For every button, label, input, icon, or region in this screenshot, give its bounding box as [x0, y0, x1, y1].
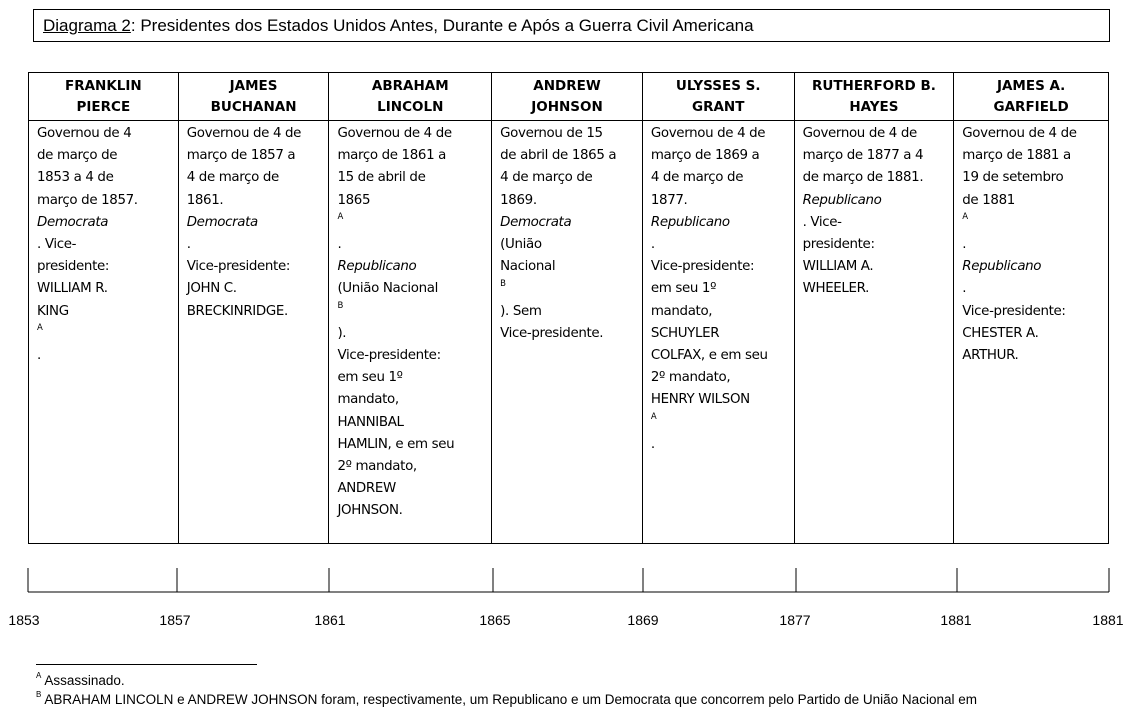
description-line [337, 412, 485, 434]
text-segment: CHESTER A. [962, 325, 1039, 341]
president-name-line: PIERCE [76, 99, 131, 115]
text-segment: março de 1857 a [186, 148, 296, 164]
timeline-year-label: 1857 [159, 612, 191, 628]
description-line [803, 190, 948, 234]
description-line [500, 234, 636, 256]
description-line [962, 301, 1102, 323]
timeline-year-label: 1877 [779, 612, 811, 628]
president-column [178, 73, 329, 543]
description-line [337, 478, 485, 500]
text-segment: WHEELER. [802, 281, 870, 297]
description-line [803, 145, 948, 167]
timeline-year-label: 1865 [479, 612, 511, 628]
text-segment: . [37, 348, 41, 364]
party-name: Democrata [37, 214, 109, 230]
president-name [795, 73, 954, 121]
description-line [337, 367, 485, 389]
text-segment: presidente: [802, 237, 875, 253]
text-segment: presidente: [37, 259, 110, 275]
president-name-line: FRANKLIN [64, 78, 142, 94]
description-line [337, 389, 485, 411]
text-segment: Vice-presidente. [500, 325, 604, 341]
description-line [187, 145, 323, 167]
footnote-marker: A [37, 323, 43, 334]
text-segment: 15 de abril de [337, 170, 426, 186]
text-segment: março de 1881 a [962, 148, 1071, 164]
text-segment: março de 1861 a [337, 148, 446, 164]
description-line [651, 301, 788, 323]
footnote-marker: A [962, 212, 968, 223]
description-line [500, 323, 636, 345]
description-line [337, 500, 485, 522]
text-segment: WILLIAM R. [37, 281, 108, 297]
president-name-line: HAYES [849, 99, 899, 115]
footnote-a-mark: A [36, 670, 42, 680]
footnote-marker: A [650, 412, 657, 423]
president-column [29, 73, 178, 543]
description-line [37, 301, 172, 368]
president-name-line: ANDREW [533, 78, 601, 94]
president-name [329, 73, 491, 121]
text-segment: 1869. [500, 192, 537, 208]
description-line [651, 145, 788, 167]
president-name-line: JOHNSON [531, 99, 603, 115]
description-line [803, 234, 948, 256]
text-segment: mandato, [650, 303, 713, 319]
description-line [651, 167, 788, 189]
description-line [651, 256, 788, 278]
description-line [337, 345, 485, 367]
text-segment: em seu 1º [650, 281, 717, 297]
party-name: Republicano [962, 259, 1042, 275]
footnote-marker: B [500, 278, 506, 289]
text-segment: HAMLIN, e em seu [337, 436, 455, 452]
description-line [187, 190, 323, 257]
text-segment: SCHUYLER [650, 325, 720, 341]
description-line [500, 145, 636, 167]
description-line [651, 190, 788, 212]
party-name: Democrata [500, 214, 572, 230]
text-segment: 19 de setembro [962, 170, 1064, 186]
description-line [803, 278, 948, 300]
description-line [500, 190, 636, 234]
description-line [962, 345, 1102, 367]
text-segment: Vice-presidente: [186, 259, 291, 275]
president-name-line: BUCHANAN [210, 99, 297, 115]
description-line [187, 256, 323, 278]
diagram-number: Diagrama 2 [43, 16, 131, 35]
text-segment: COLFAX, e em seu [650, 348, 768, 364]
text-segment: ). Sem [500, 303, 542, 319]
text-segment: março de 1877 a 4 [802, 148, 924, 164]
description-line [500, 256, 636, 323]
description-line [651, 123, 788, 145]
description-line [187, 123, 323, 145]
description-line [37, 167, 172, 189]
text-segment: Governou de 4 de [650, 126, 766, 141]
description-line [962, 145, 1102, 167]
president-column [794, 73, 954, 543]
text-segment: . Vice- [802, 214, 842, 230]
text-segment: de março de [37, 148, 118, 164]
description-line [500, 167, 636, 189]
text-segment: 4 de março de [500, 170, 593, 186]
president-name-line: GRANT [692, 99, 745, 115]
president-name [954, 73, 1108, 121]
text-segment: mandato, [337, 392, 399, 408]
term-description [179, 121, 329, 323]
description-line [37, 256, 172, 278]
description-line [962, 123, 1102, 145]
president-name-line: GARFIELD [993, 99, 1069, 115]
text-segment: (União Nacional [337, 281, 438, 297]
text-segment: ARTHUR. [962, 348, 1019, 364]
description-line [803, 123, 948, 145]
text-segment: Governou de 4 de [962, 126, 1077, 141]
party-name: Republicano [650, 214, 730, 230]
text-segment: HENRY WILSON [650, 392, 750, 408]
president-name-line: LINCOLN [377, 99, 444, 115]
footnote-b [36, 689, 977, 707]
president-name-line: ABRAHAM [371, 78, 449, 94]
description-line [337, 167, 485, 189]
term-description [329, 121, 491, 523]
description-line [37, 212, 172, 256]
description-line [187, 301, 323, 323]
president-name-line: ULYSSES S. [675, 78, 761, 94]
text-segment: Governou de 15 [500, 126, 603, 141]
footnote-b-mark: B [36, 689, 42, 699]
description-line [962, 323, 1102, 345]
party-name: Democrata [186, 214, 258, 230]
timeline-year-label: 1861 [314, 612, 346, 628]
president-column [953, 73, 1108, 543]
term-description [643, 121, 794, 456]
term-description [492, 121, 642, 345]
text-segment: ANDREW [337, 481, 396, 497]
diagram-title [33, 9, 1110, 42]
description-line [651, 278, 788, 300]
president-name [179, 73, 329, 121]
president-name-line: JAMES A. [996, 78, 1066, 94]
description-line [37, 190, 172, 212]
description-line [37, 145, 172, 167]
timeline-year-label: 1881 [1092, 612, 1124, 628]
diagram-title-text: : Presidentes dos Estados Unidos Antes, Durante e Após a Guerra Civil Americana [130, 16, 754, 35]
text-segment: . [650, 436, 655, 452]
text-segment: . Vice- [37, 237, 77, 253]
text-segment: Governou de 4 [37, 126, 132, 141]
text-segment: 4 de março de [650, 170, 744, 186]
timeline-year-label: 1869 [627, 612, 659, 628]
president-column [328, 73, 491, 543]
text-segment: . [337, 237, 342, 253]
president-column [642, 73, 794, 543]
president-name [643, 73, 794, 121]
text-segment: Nacional [500, 259, 556, 275]
description-line [37, 278, 172, 300]
party-name: Republicano [802, 192, 882, 208]
term-description [795, 121, 954, 301]
description-line [651, 323, 788, 345]
text-segment: 2º mandato, [650, 370, 731, 386]
text-segment: HANNIBAL [337, 414, 404, 430]
description-line [337, 456, 485, 478]
description-line [337, 145, 485, 167]
description-line [337, 190, 485, 279]
description-line [651, 345, 788, 367]
text-segment: 1853 a 4 de [37, 170, 114, 186]
text-segment: . [962, 237, 967, 253]
timeline-year-label: 1881 [940, 612, 972, 628]
footnote-a [36, 670, 125, 688]
footnote-marker: B [337, 301, 343, 312]
description-line [962, 256, 1102, 300]
text-segment: de março de 1881. [802, 170, 924, 186]
text-segment: 2º mandato, [337, 459, 417, 475]
text-segment: 1861. [186, 192, 224, 208]
footnote-separator [36, 664, 257, 665]
text-segment: Vice-presidente: [962, 303, 1066, 319]
text-segment: 1877. [650, 192, 688, 208]
president-name [29, 73, 178, 121]
description-line [187, 167, 323, 189]
presidents-table [28, 72, 1109, 544]
text-segment: KING [37, 303, 69, 319]
text-segment: BRECKINRIDGE. [186, 303, 288, 319]
description-line [962, 167, 1102, 189]
text-segment: 1865 [337, 192, 371, 208]
description-line [651, 367, 788, 389]
president-column [491, 73, 642, 543]
text-segment: . [650, 237, 655, 253]
text-segment: Vice-presidente: [337, 348, 441, 364]
president-name [492, 73, 642, 121]
description-line [337, 278, 485, 345]
description-line [500, 123, 636, 145]
description-line [651, 389, 788, 456]
term-description [954, 121, 1108, 367]
text-segment: 4 de março de [186, 170, 279, 186]
text-segment: de 1881 [962, 192, 1015, 208]
description-line [37, 123, 172, 145]
text-segment: Governou de 4 de [337, 126, 452, 141]
president-name-line: JAMES [229, 78, 278, 94]
description-line [803, 256, 948, 278]
description-line [187, 278, 323, 300]
term-description [29, 121, 178, 367]
text-segment: em seu 1º [337, 370, 403, 386]
footnote-a-text: Assassinado. [41, 673, 125, 688]
text-segment: (União [500, 237, 542, 253]
text-segment: de abril de 1865 a [500, 148, 617, 164]
text-segment: JOHNSON. [337, 503, 403, 519]
text-segment: WILLIAM A. [802, 259, 874, 275]
timeline [0, 560, 1140, 640]
text-segment: . [186, 237, 191, 253]
text-segment: JOHN C. [186, 281, 237, 297]
description-line [962, 190, 1102, 257]
timeline-year-label: 1853 [8, 612, 40, 628]
description-line [337, 123, 485, 145]
footnote-b-text: ABRAHAM LINCOLN e ANDREW JOHNSON foram, respectivamente, um Republicano e um Democrata que concorrem pelo Partido de União Nacional em [41, 692, 977, 707]
text-segment: . [962, 281, 967, 297]
footnote-marker: A [337, 212, 343, 223]
text-segment: Governou de 4 de [802, 126, 917, 141]
party-name: Republicano [337, 259, 417, 275]
text-segment: Governou de 4 de [186, 126, 302, 141]
description-line [803, 167, 948, 189]
text-segment: março de 1869 a [650, 148, 760, 164]
text-segment: ). [337, 325, 347, 341]
description-line [651, 212, 788, 256]
text-segment: março de 1857. [37, 192, 138, 208]
president-name-line: RUTHERFORD B. [811, 78, 936, 94]
description-line [337, 434, 485, 456]
text-segment: Vice-presidente: [650, 259, 755, 275]
